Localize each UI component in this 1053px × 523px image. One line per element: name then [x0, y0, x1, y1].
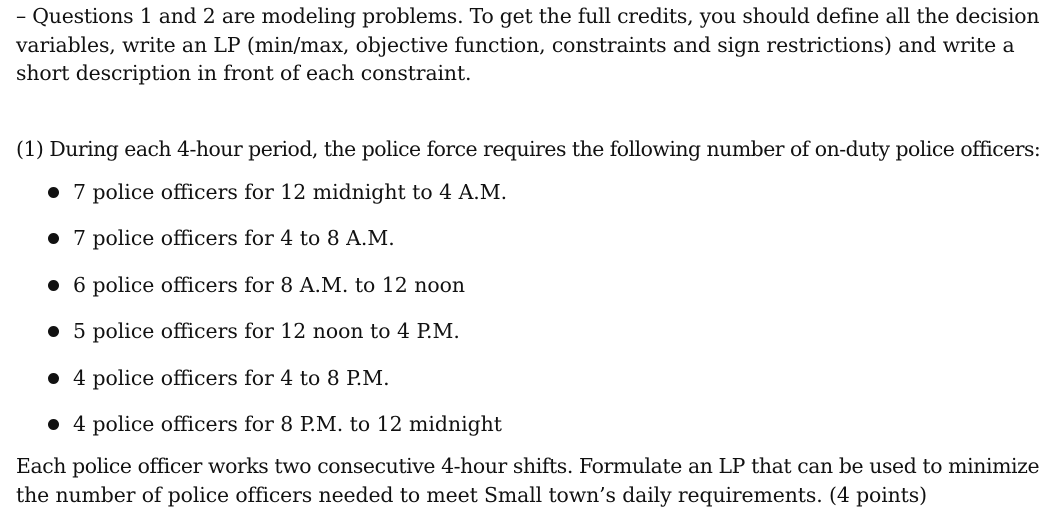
requirement-text: 7 police officers for 12 midnight to 4 A.M. [73, 180, 508, 204]
list-item [48, 271, 507, 317]
bullet-icon [48, 419, 59, 430]
task-paragraph [16, 452, 1038, 509]
question-statement: (1) During each 4-hour period, the police force requires the following number of on-duty police officers: [16, 137, 1041, 161]
requirement-text: 5 police officers for 12 noon to 4 P.M. [73, 319, 460, 344]
instructions-line: – Questions 1 and 2 are modeling problems. To get the full credits, you should define all the decision [16, 4, 1040, 28]
list-item [48, 224, 507, 270]
bullet-icon [48, 187, 59, 198]
list-item [48, 364, 507, 410]
task-line: Each police officer works two consecutive 4-hour shifts. Formulate an LP that can be used to minimize [16, 454, 1040, 478]
bullet-icon [48, 373, 59, 384]
requirements-list [48, 178, 507, 456]
instructions-line: variables, write an LP (min/max, objective function, constraints and sign restrictions) and write a [16, 32, 1015, 57]
bullet-icon [48, 280, 59, 291]
list-item [48, 178, 507, 224]
requirement-text: 4 police officers for 8 P.M. to 12 midnight [73, 411, 502, 436]
list-item [48, 410, 507, 456]
bullet-icon [48, 326, 59, 337]
instructions-paragraph [16, 2, 1038, 88]
bullet-icon [48, 233, 59, 244]
requirement-text: 6 police officers for 8 A.M. to 12 noon [73, 272, 466, 297]
list-item [48, 317, 507, 363]
requirement-text: 4 police officers for 4 to 8 P.M. [73, 365, 390, 390]
requirement-text: 7 police officers for 4 to 8 A.M. [73, 226, 395, 251]
task-line: the number of police officers needed to meet Small town’s daily requirements. (4 points) [16, 482, 927, 507]
instructions-line: short description in front of each constraint. [16, 61, 472, 85]
